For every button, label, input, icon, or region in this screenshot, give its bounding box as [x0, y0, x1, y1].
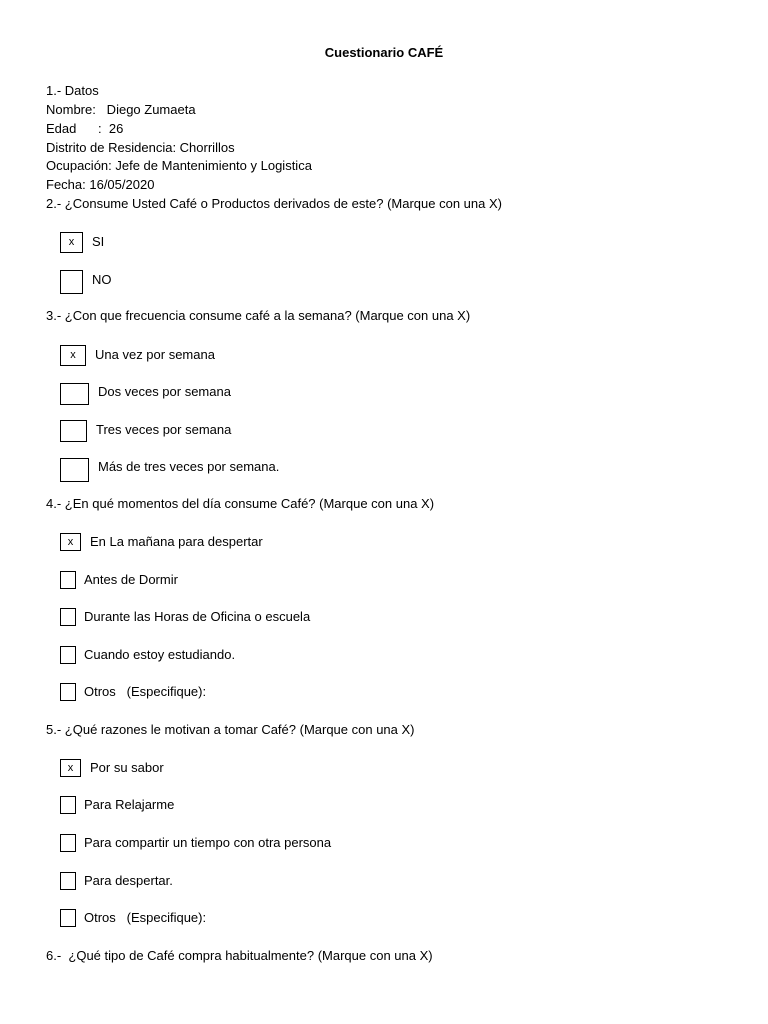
checkbox[interactable]: x: [60, 345, 86, 366]
q4-question: 4.- ¿En qué momentos del día consume Café? (Marque con una X): [46, 496, 435, 511]
checkbox[interactable]: [60, 646, 76, 664]
ocupacion-line: Ocupación: Jefe de Mantenimiento y Logistica: [46, 158, 312, 173]
checkbox[interactable]: [60, 872, 76, 890]
option-label: Para compartir un tiempo con otra persona: [84, 835, 332, 850]
option-label: Para despertar.: [84, 873, 173, 888]
option-label: Tres veces por semana: [96, 422, 232, 437]
checkbox[interactable]: [60, 420, 87, 442]
option-label: Otros (Especifique):: [84, 910, 207, 925]
checkbox[interactable]: [60, 834, 76, 852]
option-label: Por su sabor: [90, 760, 164, 775]
nombre-line: Nombre: Diego Zumaeta: [46, 102, 196, 117]
document-title: Cuestionario CAFÉ: [324, 45, 444, 60]
checkbox[interactable]: x: [60, 232, 83, 253]
fecha-line: Fecha: 16/05/2020: [46, 177, 155, 192]
checkbox[interactable]: [60, 608, 76, 626]
option-label: Una vez por semana: [95, 347, 215, 362]
checkbox[interactable]: x: [60, 759, 81, 777]
q6-question: 6.- ¿Qué tipo de Café compra habitualmente? (Marque con una X): [46, 948, 433, 963]
q5-question: 5.- ¿Qué razones le motivan a tomar Café? (Marque con una X): [46, 722, 415, 737]
option-label: Durante las Horas de Oficina o escuela: [84, 609, 311, 624]
checkbox[interactable]: [60, 270, 83, 294]
distrito-line: Distrito de Residencia: Chorrillos: [46, 140, 235, 155]
option-label: Antes de Dormir: [84, 572, 178, 587]
checkbox[interactable]: [60, 458, 89, 482]
option-label: En La mañana para despertar: [90, 534, 263, 549]
checkbox[interactable]: x: [60, 533, 81, 551]
q2-question: 2.- ¿Consume Usted Café o Productos derivados de este? (Marque con una X): [46, 196, 502, 211]
edad-line: Edad : 26: [46, 121, 124, 136]
option-label: Dos veces por semana: [98, 384, 231, 399]
checkbox[interactable]: [60, 571, 76, 589]
checkbox[interactable]: [60, 683, 76, 701]
q3-question: 3.- ¿Con que frecuencia consume café a la semana? (Marque con una X): [46, 308, 471, 323]
option-label: NO: [92, 272, 112, 287]
option-label: Más de tres veces por semana.: [98, 459, 280, 474]
checkbox[interactable]: [60, 796, 76, 814]
option-label: SI: [92, 234, 105, 249]
section1-heading: 1.- Datos: [46, 83, 99, 98]
option-label: Para Relajarme: [84, 797, 175, 812]
option-label: Cuando estoy estudiando.: [84, 647, 236, 662]
checkbox[interactable]: [60, 909, 76, 927]
checkbox[interactable]: [60, 383, 89, 405]
option-label: Otros (Especifique):: [84, 684, 207, 699]
